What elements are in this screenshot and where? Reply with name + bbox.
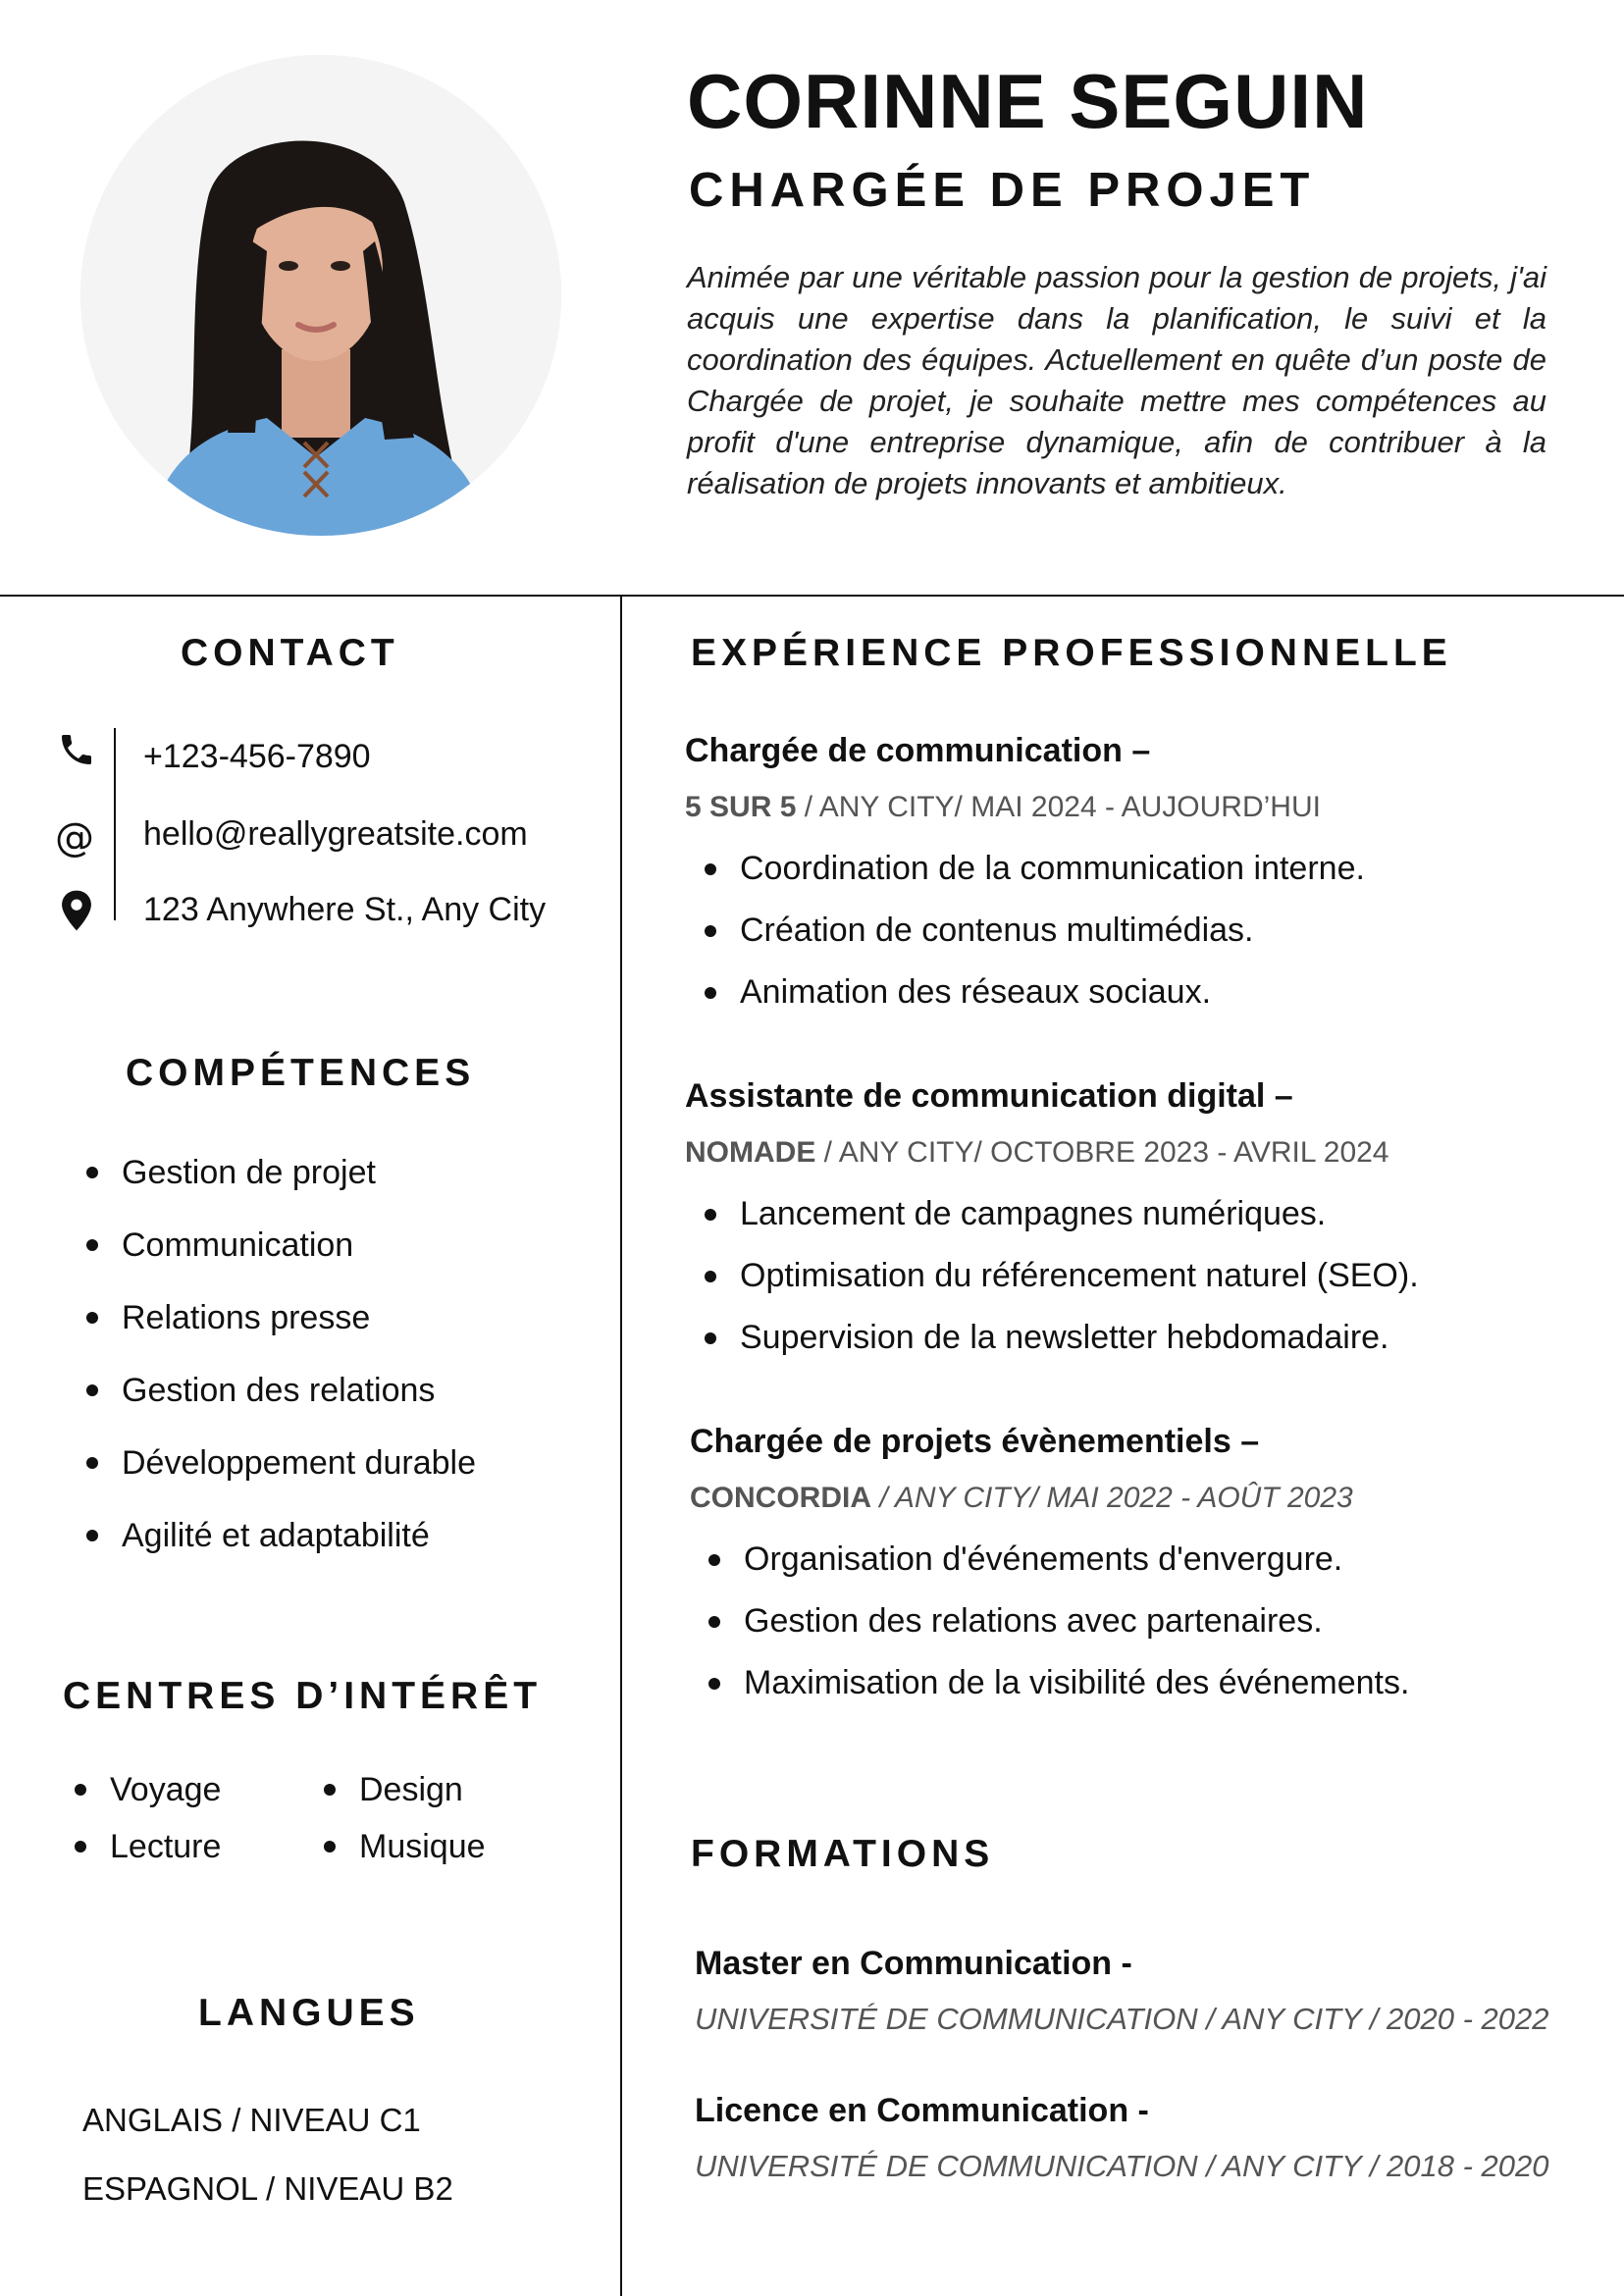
education-title: Licence en Communication - <box>695 2092 1149 2129</box>
job-meta <box>685 791 1321 824</box>
phone-icon <box>55 728 98 771</box>
job-company: CONCORDIA <box>690 1482 871 1514</box>
skill-item: Communication <box>82 1209 476 1281</box>
skill-item: Gestion de projet <box>82 1136 476 1209</box>
job-task-item: Création de contenus multimédias. <box>701 900 1365 962</box>
interest-item: Voyage <box>71 1761 221 1818</box>
skill-item: Relations presse <box>82 1281 476 1354</box>
vertical-divider <box>620 595 622 2296</box>
languages-title: LANGUES <box>198 1992 420 2034</box>
job-tasks-list <box>701 1183 1419 1369</box>
horizontal-divider <box>0 595 1624 597</box>
job-role-title: CHARGÉE DE PROJET <box>689 164 1316 217</box>
job-meta <box>690 1482 1353 1515</box>
formations-title: FORMATIONS <box>691 1833 995 1875</box>
experience-title: EXPÉRIENCE PROFESSIONNELLE <box>691 632 1452 674</box>
job-company: NOMADE <box>685 1136 816 1169</box>
job-task-item: Lancement de campagnes numériques. <box>701 1183 1419 1245</box>
job-title: Chargée de projets évènementiels – <box>690 1423 1260 1460</box>
interest-item: Design <box>320 1761 486 1818</box>
job-details: / ANY CITY/ MAI 2024 - AUJOURD’HUI <box>796 791 1321 823</box>
contact-phone[interactable]: +123-456-7890 <box>143 738 371 775</box>
job-details: / ANY CITY/ MAI 2022 - AOÛT 2023 <box>871 1482 1353 1514</box>
job-title: Chargée de communication – <box>685 732 1151 769</box>
job-tasks-list <box>705 1529 1409 1714</box>
job-task-item: Supervision de la newsletter hebdomadaire. <box>701 1307 1419 1369</box>
skill-item: Gestion des relations <box>82 1354 476 1427</box>
interest-item: Lecture <box>71 1818 221 1875</box>
job-company: 5 SUR 5 <box>685 791 797 823</box>
contact-title: CONTACT <box>181 632 399 674</box>
skills-title: COMPÉTENCES <box>126 1052 476 1094</box>
education-title: Master en Communication - <box>695 1945 1132 1982</box>
skill-item: Agilité et adaptabilité <box>82 1499 476 1572</box>
skill-item: Développement durable <box>82 1427 476 1499</box>
job-task-item: Animation des réseaux sociaux. <box>701 962 1365 1023</box>
candidate-name: CORINNE SEGUIN <box>687 58 1369 144</box>
job-meta <box>685 1136 1389 1170</box>
profile-summary: Animée par une véritable passion pour la gestion de projets, j'ai acquis une expertise dans la planification, le suivi et la coordination des équipes. Actuellement en quête d’un poste de Chargée de projet, je souhaite mettre mes compétences au profit d'une entreprise dynamique, afin de contribuer à la réalisation de projets innovants et ambitieux. <box>687 260 1546 500</box>
education-details: UNIVERSITÉ DE COMMUNICATION / ANY CITY / 2018 - 2020 <box>695 2149 1549 2183</box>
portrait-illustration <box>80 55 561 536</box>
language-item: ESPAGNOL / NIVEAU B2 <box>82 2170 453 2207</box>
interests-title: CENTRES D’INTÉRÊT <box>63 1675 543 1717</box>
interests-list-left <box>71 1761 221 1875</box>
at-icon: @ <box>55 815 94 861</box>
job-title: Assistante de communication digital – <box>685 1077 1293 1115</box>
profile-photo <box>80 55 561 536</box>
interests-list-right <box>320 1761 486 1875</box>
job-details: / ANY CITY/ OCTOBRE 2023 - AVRIL 2024 <box>815 1136 1389 1169</box>
job-task-item: Coordination de la communication interne. <box>701 838 1365 900</box>
job-task-item: Gestion des relations avec partenaires. <box>705 1591 1409 1652</box>
skills-list <box>82 1136 476 1572</box>
job-task-item: Maximisation de la visibilité des événements. <box>705 1652 1409 1714</box>
language-item: ANGLAIS / NIVEAU C1 <box>82 2102 421 2138</box>
job-task-item: Organisation d'événements d'envergure. <box>705 1529 1409 1591</box>
contact-separator-line <box>114 728 116 920</box>
contact-email[interactable]: hello@reallygreatsite.com <box>143 815 528 853</box>
location-pin-icon <box>55 889 98 932</box>
education-details: UNIVERSITÉ DE COMMUNICATION / ANY CITY / 2020 - 2022 <box>695 2002 1549 2036</box>
contact-address: 123 Anywhere St., Any City <box>143 891 547 928</box>
interest-item: Musique <box>320 1818 486 1875</box>
job-tasks-list <box>701 838 1365 1023</box>
job-task-item: Optimisation du référencement naturel (SEO). <box>701 1245 1419 1307</box>
